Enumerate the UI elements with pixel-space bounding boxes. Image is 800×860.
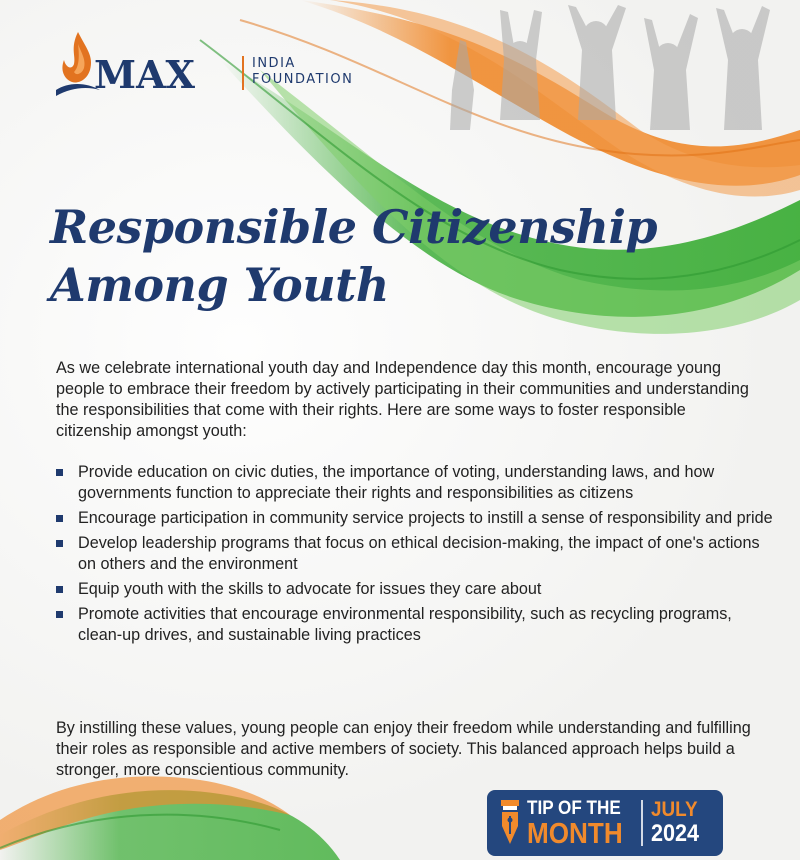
logo-subtitle [252, 56, 353, 88]
title-line-2: Among Youth [50, 258, 389, 312]
badge-line-1: TIP OF THE [527, 798, 621, 819]
tips-list [56, 462, 776, 650]
logo-line-foundation: FOUNDATION [252, 72, 354, 87]
max-india-foundation-logo [56, 30, 354, 100]
tip-of-the-month-badge [487, 790, 723, 856]
intro-paragraph: As we celebrate international youth day and Independence day this month, encourage young people to embrace their freedom by actively participating in their communities and understanding the responsibilities that come with their rights. Here are some ways to foster responsible citizenship amongst youth: [56, 359, 749, 440]
closing-paragraph: By instilling these values, young people can enjoy their freedom while understanding and fulfilling their roles as responsible and active members of society. This balanced approach helps build a stronger, more conscientious community. [56, 719, 751, 779]
list-item: Encourage participation in community service projects to instill a sense of responsibility and pride [56, 508, 776, 529]
logo-divider [242, 56, 244, 90]
badge-line-2: MONTH [527, 818, 623, 850]
logo-brand: MAX [94, 52, 196, 97]
logo-line-india: INDIA [252, 56, 296, 71]
list-item: Develop leadership programs that focus on ethical decision-making, the impact of one's actions on others and the environment [56, 533, 776, 575]
pen-nib-icon [499, 800, 521, 846]
list-item: Provide education on civic duties, the importance of voting, understanding laws, and how governments function to appreciate their rights and responsibilities as citizens [56, 462, 776, 504]
list-item: Equip youth with the skills to advocate for issues they care about [56, 579, 776, 600]
badge-divider [641, 800, 643, 846]
page-title [50, 198, 690, 314]
list-item: Promote activities that encourage environmental responsibility, such as recycling programs, clean-up drives, and sustainable living practices [56, 604, 776, 646]
badge-year: 2024 [651, 820, 700, 847]
title-line-1: Responsible Citizenship [50, 200, 658, 254]
badge-month: JULY [651, 798, 698, 821]
